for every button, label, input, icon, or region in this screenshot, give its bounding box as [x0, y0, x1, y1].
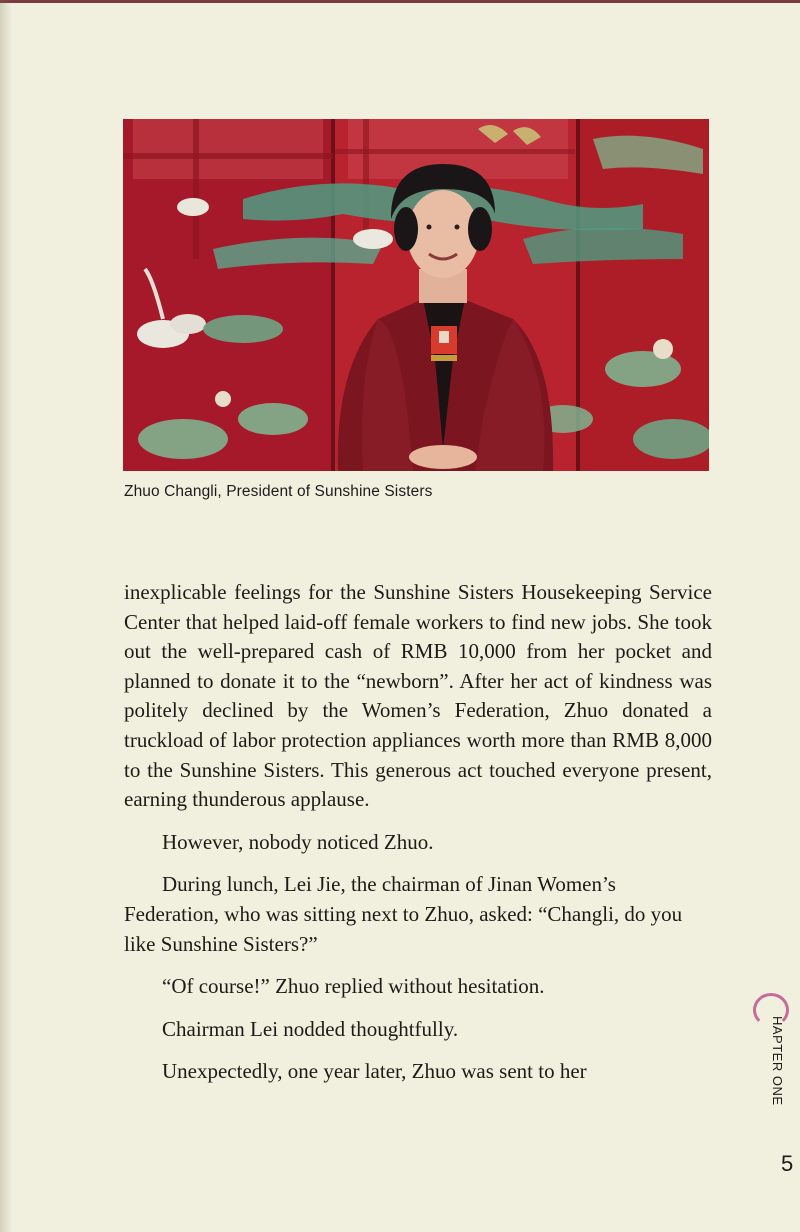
- paragraph: During lunch, Lei Jie, the chairman of Jinan Women’s Federation, who was sitting next to Zhuo, asked: “Changli, do you like Sunshine Sisters?”: [124, 872, 683, 956]
- chapter-label: HAPTER ONE: [770, 1016, 785, 1106]
- page-top-edge: [0, 0, 800, 3]
- paragraph: “Of course!” Zhuo replied without hesitation.: [162, 974, 545, 999]
- photo-caption: Zhuo Changli, President of Sunshine Sisters: [124, 483, 433, 500]
- paragraph: However, nobody noticed Zhuo.: [162, 829, 434, 854]
- page-gutter-shadow: [0, 0, 12, 1232]
- portrait-photo: [123, 119, 709, 471]
- paragraph: inexplicable feelings for the Sunshine Sisters Housekeeping Service Center that helped laid-off female workers to find new jobs. She took out the well-prepared cash of RMB 10,000 from her pocket and planned to donate it to the “newborn”. After her act of kindness was politely declined by the Women’s Federation, Zhuo donated a truckload of labor protection appliances worth more than RMB 8,000 to the Sunshine Sisters. This generous act touched everyone present, earning thunderous applause.: [124, 580, 712, 812]
- body-text: [124, 578, 712, 1087]
- paragraph: Chairman Lei nodded thoughtfully.: [162, 1016, 459, 1041]
- page-number: 5: [781, 1151, 794, 1176]
- paragraph: Unexpectedly, one year later, Zhuo was sent to her: [162, 1059, 587, 1084]
